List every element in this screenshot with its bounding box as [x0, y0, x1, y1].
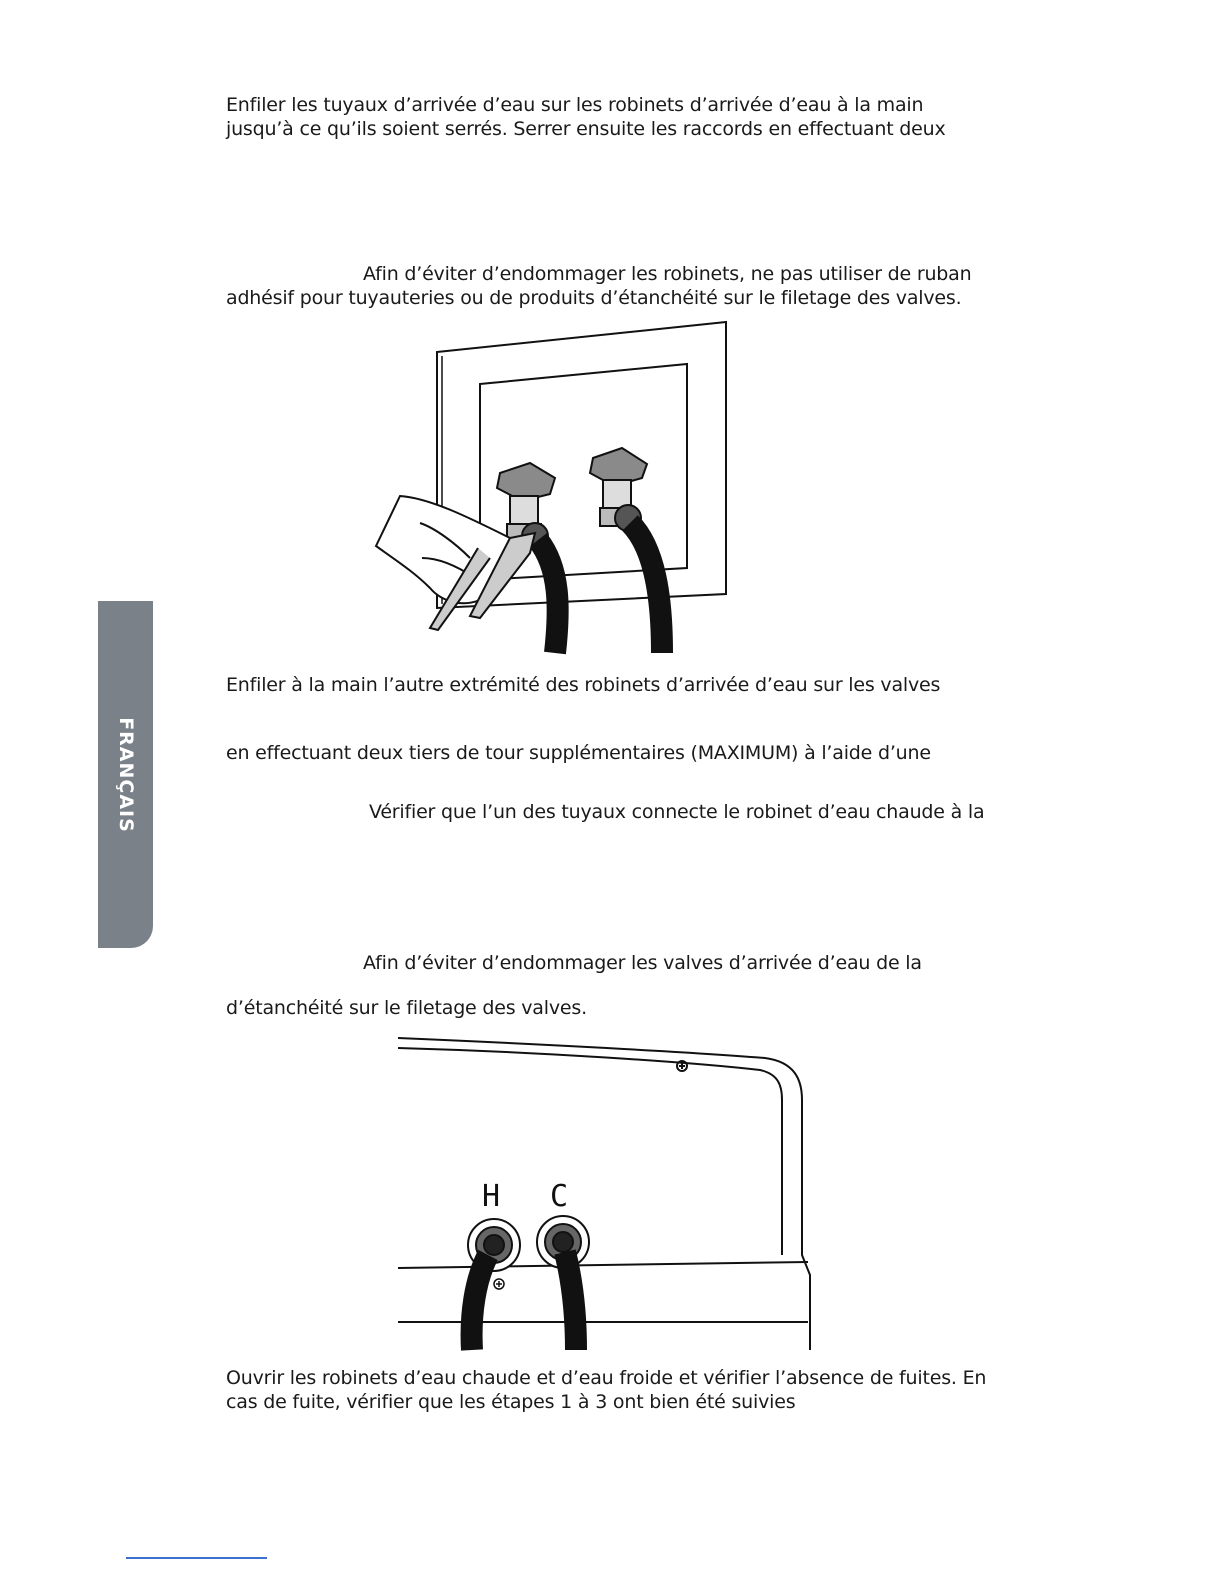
- footer-rule: [126, 1557, 267, 1559]
- language-tab-label: FRANÇAIS: [114, 716, 137, 833]
- paragraph-5-line-2: cas de fuite, vérifier que les étapes 1 à 3 ont bien été suivies: [226, 1391, 796, 1413]
- cold-inlet-label: C: [550, 1179, 569, 1214]
- paragraph-4-line-1: Afin d’éviter d’endommager les valves d’arrivée d’eau de la: [363, 952, 922, 974]
- paragraph-2-line-1: Afin d’éviter d’endommager les robinets, ne pas utiliser de ruban: [363, 263, 972, 285]
- paragraph-3-line-2: en effectuant deux tiers de tour supplémentaires (MAXIMUM) à l’aide d’une: [226, 742, 931, 764]
- paragraph-3-line-1: Enfiler à la main l’autre extrémité des robinets d’arrivée d’eau sur les valves: [226, 674, 941, 696]
- paragraph-2-line-2: adhésif pour tuyauteries ou de produits d’étanchéité sur le filetage des valves.: [226, 287, 962, 309]
- language-tab: [98, 601, 153, 948]
- faucet-connection-illustration: [360, 318, 740, 658]
- hot-inlet-label: H: [482, 1179, 501, 1214]
- paragraph-3-line-3: Vérifier que l’un des tuyaux connecte le robinet d’eau chaude à la: [369, 801, 985, 823]
- washer-inlet-illustration: [390, 1030, 820, 1360]
- paragraph-5-line-1: Ouvrir les robinets d’eau chaude et d’eau froide et vérifier l’absence de fuites. En: [226, 1367, 987, 1389]
- paragraph-1-line-2: jusqu’à ce qu’ils soient serrés. Serrer ensuite les raccords en effectuant deux: [226, 118, 946, 140]
- paragraph-4-line-2: d’étanchéité sur le filetage des valves.: [226, 997, 587, 1019]
- paragraph-1-line-1: Enfiler les tuyaux d’arrivée d’eau sur les robinets d’arrivée d’eau à la main: [226, 94, 924, 116]
